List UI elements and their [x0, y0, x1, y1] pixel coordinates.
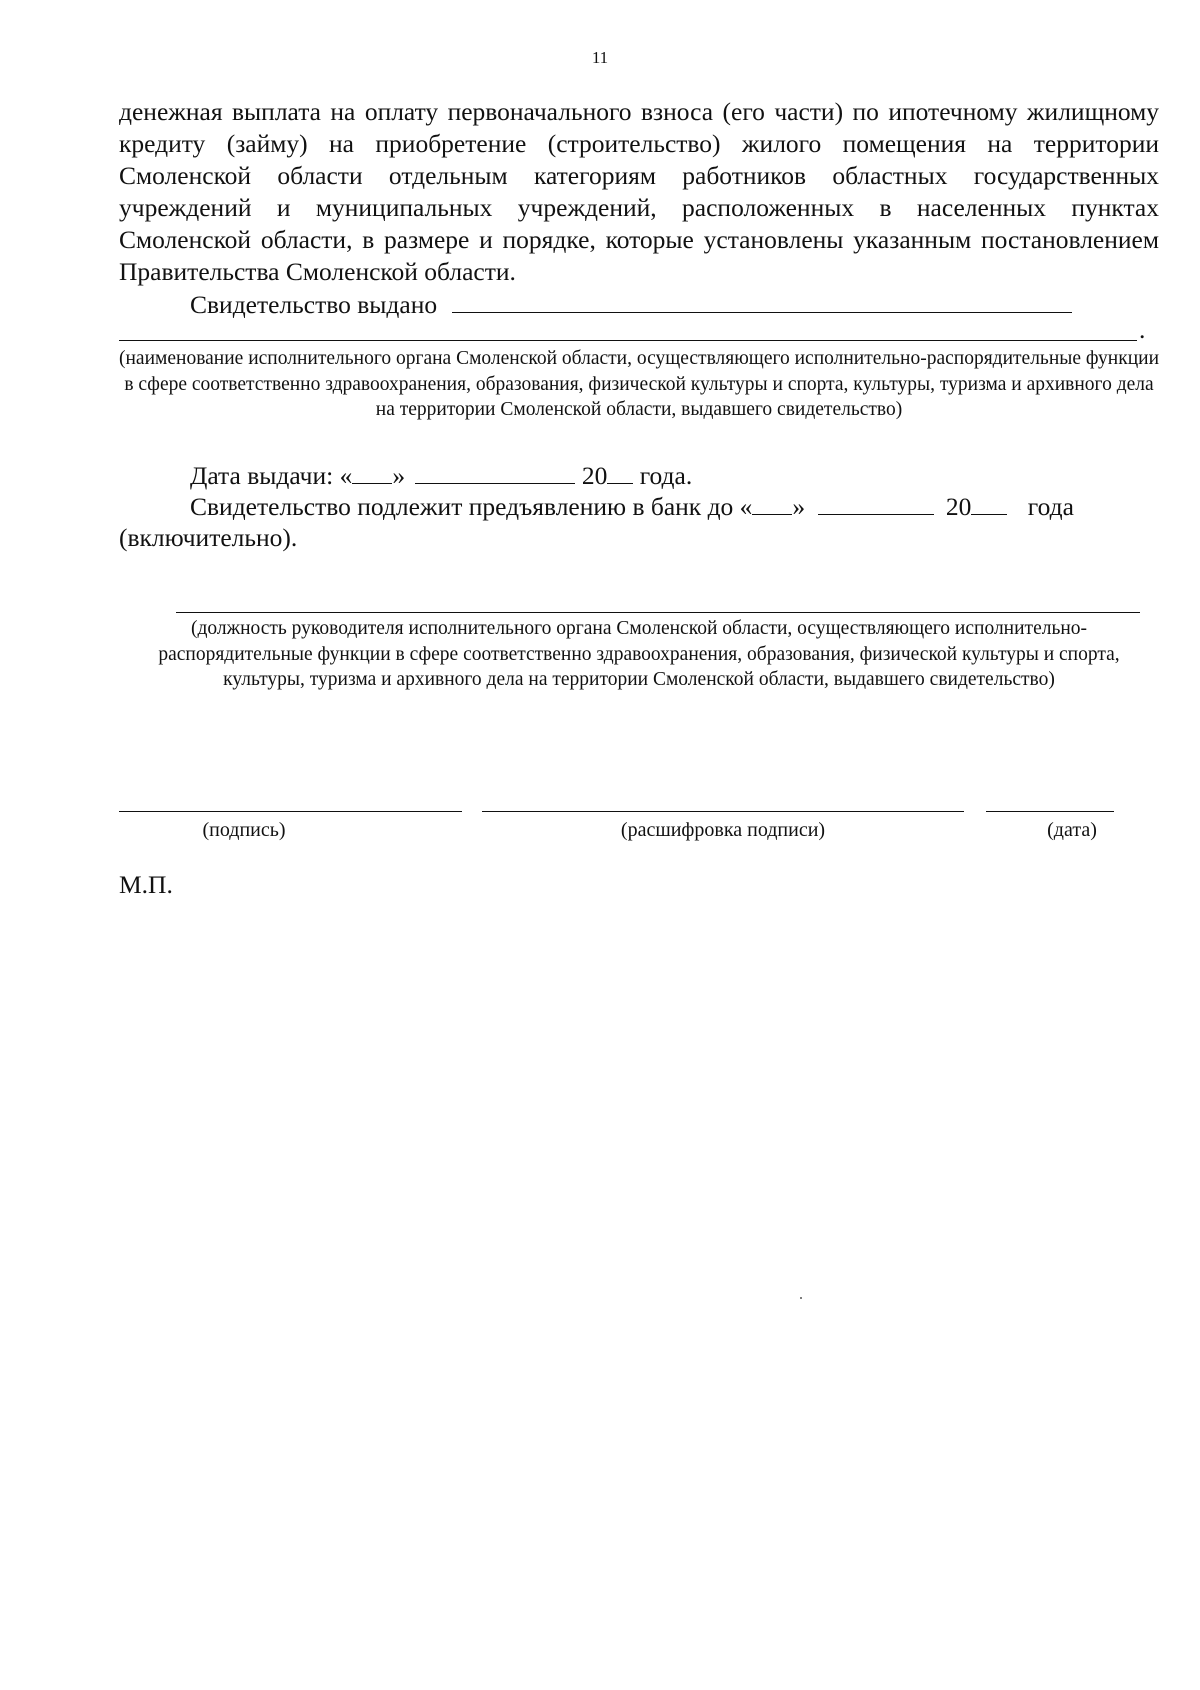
signature-blank [119, 811, 462, 812]
issue-day-blank [352, 459, 392, 484]
page-number: 11 [591, 48, 609, 67]
bank-deadline-text: Свидетельство подлежит предъявлению в банк до [190, 492, 734, 521]
bank-month-blank [818, 490, 934, 515]
bank-year-blank [971, 490, 1007, 515]
issue-year-suffix: года. [639, 461, 693, 490]
day-quote-open: « [339, 461, 353, 490]
issue-date-line [190, 459, 692, 492]
signature-decode-blank [482, 811, 964, 812]
issued-to-blank-2 [119, 340, 1137, 341]
scan-speck [800, 1297, 802, 1299]
bank-quote-open: « [739, 492, 753, 521]
position-blank [176, 612, 1140, 613]
bank-deadline-line [190, 490, 1074, 523]
inclusive-note: (включительно). [119, 523, 298, 552]
bank-year-suffix: года [1027, 492, 1074, 521]
position-caption: (должность руководителя исполнительного органа Смоленской области, осуществляющего исполнительно-распорядительные функции в сфере соответственно здравоохранения, образования, физической культуры и спорта, культуры, туризма и архивного дела на территории Смоленской области, выдавшего свидетельство) [158, 618, 1120, 690]
bank-year-prefix: 20 [945, 492, 972, 521]
issuer-caption: (наименование исполнительного органа Смоленской области, осуществляющего исполнительно-распорядительные функции в сфере соответственно здравоохранения, образования, физической культуры и спорта, культуры, туризма и архивного дела на территории Смоленской области, выдавшего свидетельство) [119, 348, 1160, 420]
day-quote-close: » [392, 461, 406, 490]
issued-to-label: Свидетельство выдано [190, 290, 438, 319]
signature-label: (подпись) [202, 819, 286, 841]
issue-year-prefix: 20 [581, 461, 608, 490]
issued-to-line [190, 288, 1072, 321]
signature-decode-label: (расшифровка подписи) [620, 819, 826, 841]
issue-month-blank [415, 459, 575, 484]
bank-quote-close: » [792, 492, 806, 521]
issue-year-blank [607, 459, 633, 484]
issue-date-label: Дата выдачи: [190, 461, 334, 490]
issued-to-blank [452, 288, 1072, 313]
signature-date-label: (дата) [1047, 819, 1097, 841]
stamp-mark: М.П. [119, 870, 173, 899]
body-paragraph: денежная выплата на оплату первоначального взноса (его части) по ипотечному жилищному кредиту (займу) на приобретение (строительство) жилого помещения на территории Смоленской области отдельным категориям работников областных государственных учреждений и муниципальных учреждений, расположенных в населенных пунктах Смоленской области, в размере и порядке, которые установлены указанным постановлением Правительства Смоленской области. [119, 97, 1159, 286]
bank-day-blank [752, 490, 792, 515]
signature-date-blank [986, 811, 1114, 812]
issued-to-period: . [1139, 315, 1146, 344]
